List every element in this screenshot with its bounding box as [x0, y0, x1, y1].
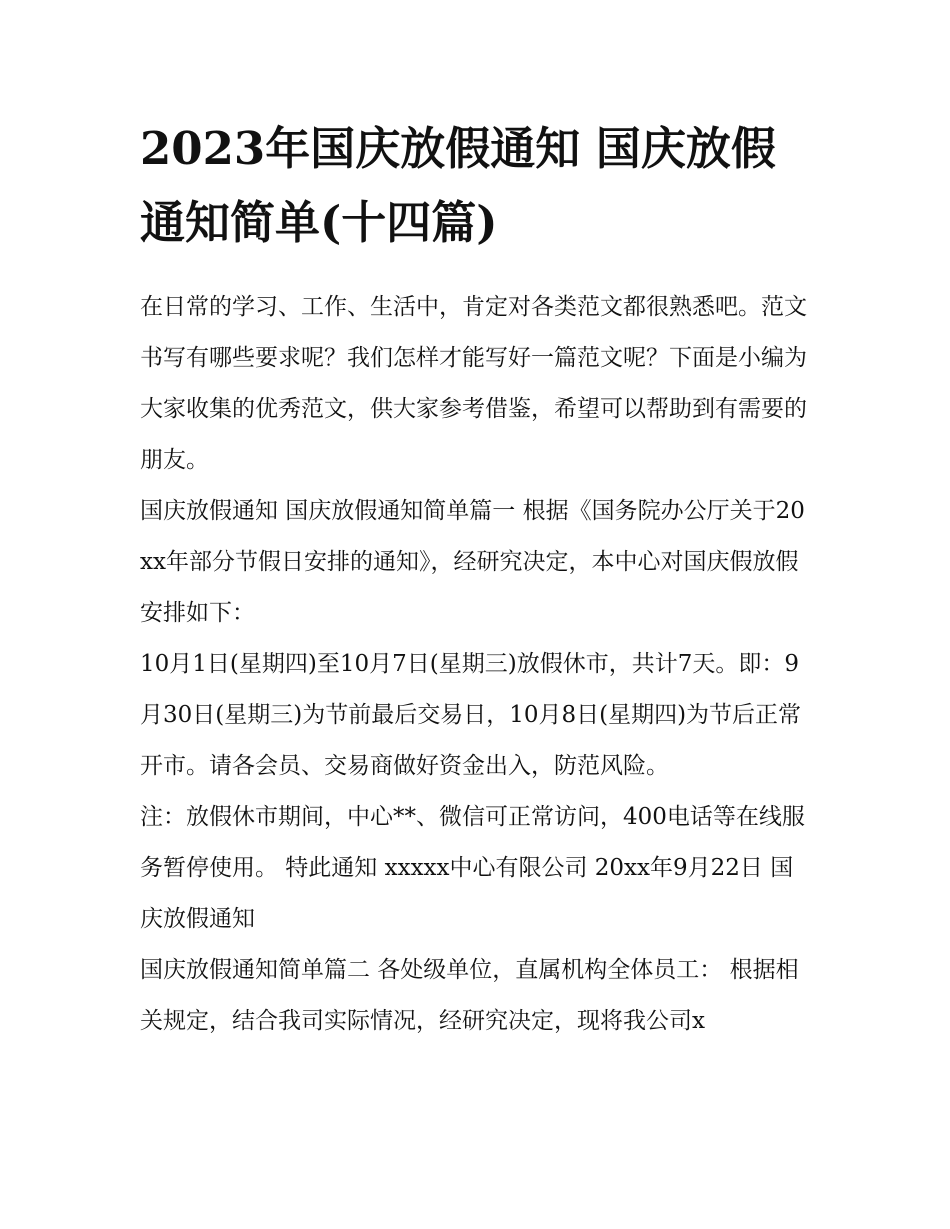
document-page — [140, 112, 812, 1047]
document-title: 2023年国庆放假通知 国庆放假通知简单(十四篇) — [140, 122, 776, 249]
paragraph-notice-one: 国庆放假通知 国庆放假通知简单篇一 根据《国务院办公厅关于20xx年部分节假日安排的通知》，经研究决定，本中心对国庆假放假安排如下： — [140, 498, 805, 626]
document-body — [140, 282, 812, 1047]
paragraph-intro: 在日常的学习、工作、生活中，肯定对各类范文都很熟悉吧。范文书写有哪些要求呢？我们怎样才能写好一篇范文呢？下面是小编为大家收集的优秀范文，供大家参考借鉴，希望可以帮助到有需要的朋友。 — [140, 294, 807, 473]
paragraph-note: 注：放假休市期间，中心**、微信可正常访问，400电话等在线服务暂停使用。 特此通知 xxxxx中心有限公司 20xx年9月22日 国庆放假通知 — [140, 804, 805, 932]
paragraph-schedule: 10月1日(星期四)至10月7日(星期三)放假休市，共计7天。即：9月30日(星期三)为节前最后交易日，10月8日(星期四)为节后正常开市。请各会员、交易商做好资金出入，防范风险。 — [140, 651, 802, 779]
paragraph-notice-two: 国庆放假通知简单篇二 各处级单位，直属机构全体员工： 根据相关规定，结合我司实际情况，经研究决定，现将我公司x — [140, 957, 799, 1034]
